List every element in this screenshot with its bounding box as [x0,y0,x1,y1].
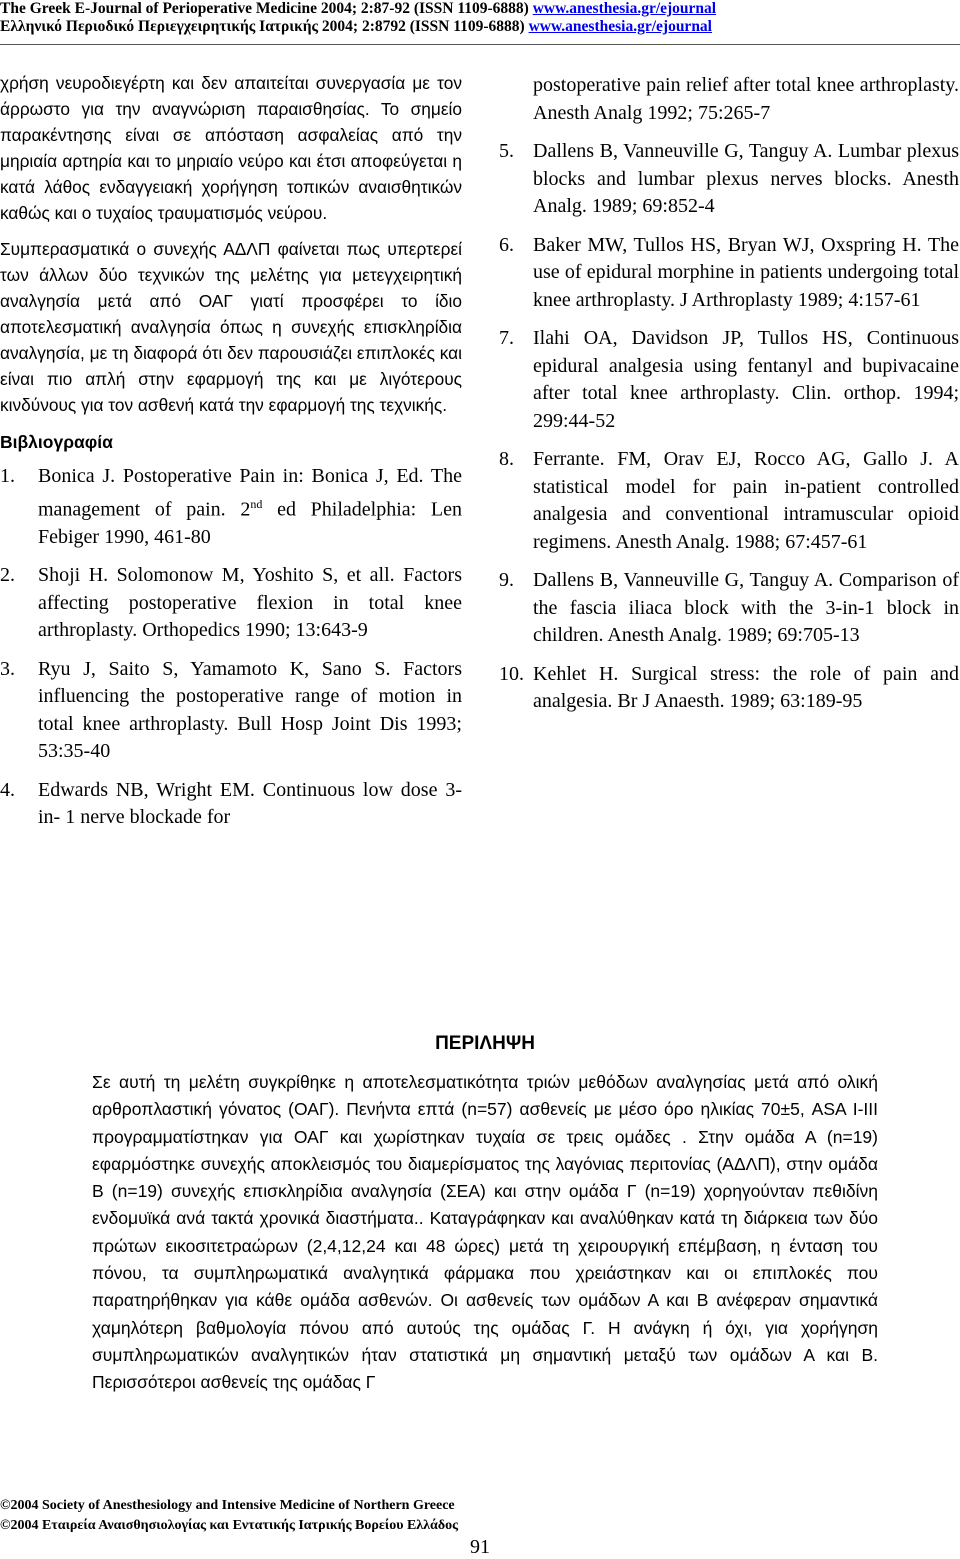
reference-item [0,777,462,832]
reference-number: 3. [0,657,15,680]
reference-number: 8. [499,448,514,470]
header-citation-gr: Ελληνικό Περιοδικό Περιεγχειρητικής Ιατρικής 2004; 2:8792 (ISSN 1109-6888) [0,18,529,35]
copyright-greek: ©2004 Εταιρεία Αναισθησιολογίας και Εντατικής Ιατρικής Βορείου Ελλάδος [0,1518,459,1533]
reference-number: 5. [499,140,514,162]
reference-text: Shoji H. Solomonow M, Yoshito S, et all. Factors affecting postoperative flexion in total knee arthroplasty. Orthopedics 1990; 13:643-9 [38,564,462,642]
abstract-section [92,1033,878,1397]
reference-text: Ryu J, Saito S, Yamamoto K, Sano S. Factors influencing the postoperative range of motion in total knee arthroplasty. Bull Hosp Joint Dis 1993; 53:35-40 [38,657,462,763]
reference-item [499,661,959,716]
reference-item-continued [499,72,959,127]
reference-number: 2. [0,564,15,587]
conclusion-paragraph: Συμπερασματικά ο συνεχής ΑΔΛΠ φαίνεται πως υπερτερεί των άλλων δύο τεχνικών της μελέτης για μετεγχειρητική αναλγησία μετά από ΟΑΓ γιατί προσφέρει το ίδιο αποτελεσματική αναλγησία όπως η συνεχής επισκληρίδια αναλγησία, με τη διαφορά ότι δεν παρουσιάζει επιπλοκές και είναι πιο απλή στην εφαρμογή της και με λιγότερους κινδύνους για τον ασθενή κατά την εφαρμογή της τεχνικής. [0,239,462,415]
abstract-title: ΠΕΡΙΛΗΨΗ [435,1033,535,1054]
journal-link-en[interactable]: www.anesthesia.gr/ejournal [532,0,717,17]
journal-link-gr[interactable]: www.anesthesia.gr/ejournal [528,18,712,35]
left-column [0,70,462,843]
reference-text: Dallens B, Vanneuville G, Tanguy A. Lumbar plexus blocks and lumbar plexus nerves blocks. Anesth Analg. 1989; 69:852-4 [533,140,959,217]
reference-item [499,446,959,556]
reference-text: ed Philadelphia: Len Febiger 1990, 461-80 [38,498,462,548]
reference-text: Bonica J. Postoperative Pain in: Bonica J, Ed. The management of pain. 2 [38,465,462,521]
reference-item [499,325,959,435]
reference-item [499,232,959,315]
header-divider [0,44,960,45]
page-number: 91 [470,1536,490,1558]
journal-header [0,0,960,42]
abstract-body: Σε αυτή τη μελέτη συγκρίθηκε η αποτελεσματικότητα τριών μεθόδων αναλγησίας μετά από ολική αρθροπλαστική γόνατος (ΟΑΓ). Πενήντα επτά (n=57) ασθενείς με μέσο όρο ηλικίας 70±5, ASA I-III προγραμματίστηκαν για ΟΑΓ και χωρίστηκαν τυχαία σε τρεις ομάδες . Στην ομάδα Α (n=19) εφαρμόστηκε συνεχής αποκλεισμός του διαμερίσματος της λαγόνιας περιτονίας (ΑΔΛΠ), στην ομάδα Β (n=19) συνεχής επισκληρίδια αναλγησία (ΣΕΑ) και στην ομάδα Γ (n=19) χορηγούνταν πεθιδίνη ενδομυϊκά ανά τακτά χρονικά διαστήματα.. Καταγράφηκαν και αναλύθηκαν κατά τη διάρκεια των δύο πρώτων εικοσιτετραώρων (2,4,12,24 και 48 ώρες) μετά τη χειρουργική επέμβαση, η ένταση του πόνου, τα συμπληρωματικά αναλγητικά φάρμακα που χρειάστηκαν και οι επιπλοκές που παρατηρήθηκαν για κάθε ομάδα ασθενών. Οι ασθενείς των ομάδων Α και Β ανέφεραν σημαντικά χαμηλότερη βαθμολογία πόνου από αυτούς της ομάδας Γ. Η ανάγκη ή όχι, για χορήγηση συμπληρωματικών αναλγητικών ήταν στατιστικά μη σημαντική μεταξύ των ομάδων Α και Β. Περισσότεροι ασθενείς της ομάδας Γ [92,1072,878,1393]
reference-text: Kehlet H. Surgical stress: the role of pain and analgesia. Br J Anaesth. 1989; 63:189-95 [533,662,959,712]
reference-item [0,656,462,766]
right-column [499,72,959,727]
header-line-english [0,0,960,18]
reference-text: Ferrante. FM, Orav EJ, Rocco AG, Gallo J. A statistical model for pain in-patient controlled analgesia and conventional intramuscular opioid regimens. Anesth Analg. 1988; 67:457-61 [533,448,959,553]
reference-number: 4. [0,778,15,801]
reference-superscript: nd [250,496,263,511]
reference-item [0,562,462,645]
reference-item [0,463,462,551]
reference-text: Baker MW, Tullos HS, Bryan WJ, Oxspring H. The use of epidural morphine in patients undergoing total knee arthroplasty. J Arthroplasty 1989; 4:157-61 [533,233,959,311]
copyright-footer [0,1496,458,1536]
reference-text: postoperative pain relief after total knee arthroplasty. Anesth Analg 1992; 75:265-7 [533,74,959,124]
header-citation-en: The Greek E-Journal of Perioperative Medicine 2004; 2:87-92 (ISSN 1109-6888) [0,0,533,17]
body-paragraph: χρήση νευροδιεγέρτη και δεν απαιτείται συνεργασία με τον άρρωστο για την αναγνώριση παραισθησίας. Το σημείο παρακέντησης είναι σε απόσταση ασφαλείας από την μηριαία αρτηρία και το μηριαίο νεύρο και έτσι αποφεύγεται η κατά λάθος ενδαγγειακή χορήγηση τοπικών αναισθητικών καθώς και ο τυχαίος τραυματισμός νεύρου. [0,73,462,223]
reference-text: Edwards NB, Wright EM. Continuous low dose 3-in- 1 nerve blockade for [38,778,462,829]
reference-number: 6. [499,233,514,256]
reference-number: 7. [499,327,514,349]
reference-item [499,567,959,650]
reference-number: 1. [0,465,15,487]
reference-text: Ilahi OA, Davidson JP, Tullos HS, Continuous epidural analgesia using fentanyl and bupivacaine after total knee arthroplasty. Clin. orthop. 1994; 299:44-52 [533,327,959,432]
reference-number: 9. [499,569,514,591]
reference-number: 10. [499,662,524,685]
references-heading: Βιβλιογραφία [0,432,113,452]
reference-item [499,138,959,221]
reference-text: Dallens B, Vanneuville G, Tanguy A. Comparison of the fascia iliaca block with the 3-in-1 block in children. Anesth Analg. 1989; 69:705-13 [533,569,959,646]
copyright-english: ©2004 Society of Anesthesiology and Intensive Medicine of Northern Greece [0,1498,455,1513]
header-line-greek [0,18,960,36]
